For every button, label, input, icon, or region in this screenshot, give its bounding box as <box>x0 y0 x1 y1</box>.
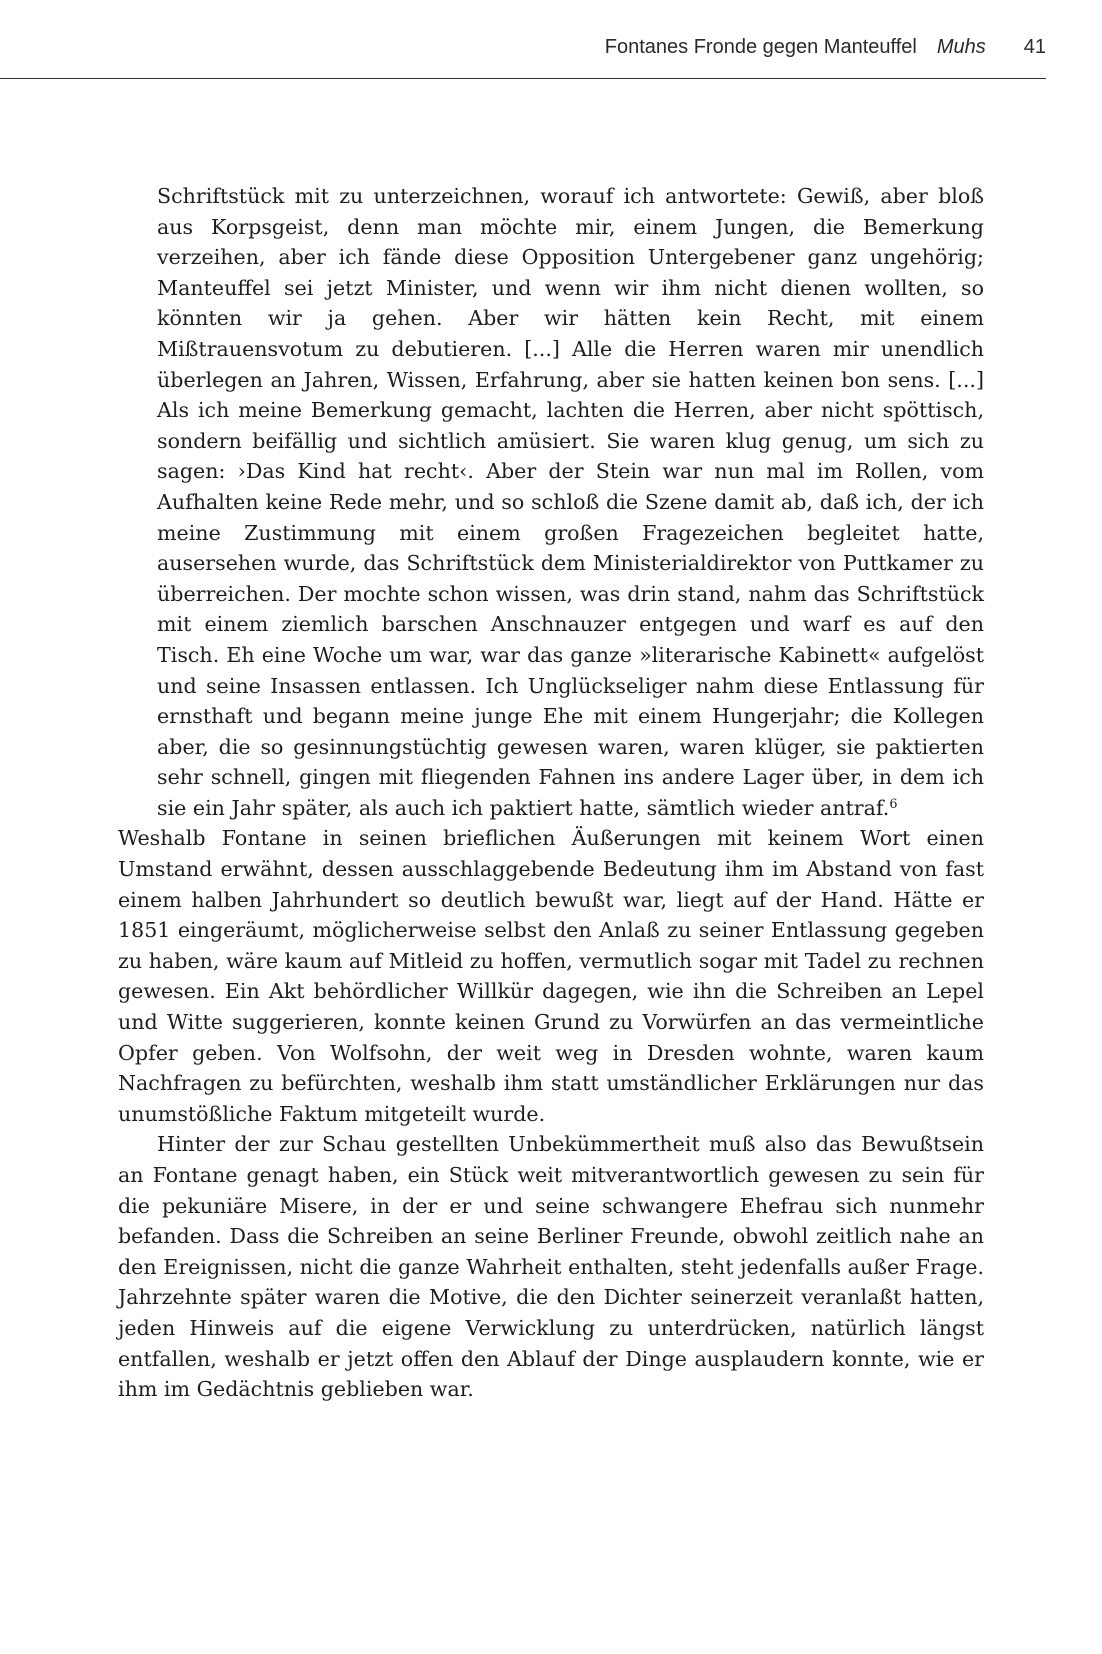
paragraph: Hinter der zur Schau gestellten Unbekümmertheit muß also das Bewußtsein an Fontane genagt haben, ein Stück weit mitverantwortlich gewesen zu sein für die pekuniäre Misere, in der er und seine schwangere Ehefrau sich nunmehr befanden. Dass die Schreiben an seine Berliner Freunde, obwohl zeitlich nahe an den Ereignissen, nicht die ganze Wahrheit enthalten, steht jedenfalls außer Frage. Jahrzehnte später waren die Motive, die den Dichter seinerzeit veranlaßt hatten, jeden Hinweis auf die eigene Verwicklung zu unterdrücken, natürlich längst entfallen, weshalb er jetzt offen den Ablauf der Dinge ausplaudern konnte, wie er ihm im Gedächtnis geblieben war. <box>118 1132 984 1402</box>
running-head-author: Muhs <box>936 36 986 58</box>
paragraph: Weshalb Fontane in seinen brieflichen Äußerungen mit keinem Wort einen Umstand erwähnt, dessen ausschlaggebende Bedeutung ihm im Abstand von fast einem halben Jahrhundert so deutlich bewußt war, liegt auf der Hand. Hätte er 1851 eingeräumt, möglicherweise selbst den Anlaß zu seiner Entlassung gegeben zu haben, wäre kaum auf Mitleid zu hoffen, vermutlich sogar mit Tadel zu rechnen gewesen. Ein Akt behördlicher Willkür dagegen, wie ihn die Schreiben an Lepel und Witte suggerieren, konnte keinen Grund zu Vorwürfen an das vermeintliche Opfer geben. Von Wolfsohn, der weit weg in Dresden wohnte, waren kaum Nachfragen zu befürchten, weshalb ihm statt umständlicher Erklärungen nur das unumstößliche Faktum mitgeteilt wurde. <box>118 826 984 1126</box>
block-quote-text: Schriftstück mit zu unterzeichnen, worauf ich antwortete: Gewiß, aber bloß aus Korpsgeist, denn man möchte mir, einem Jungen, die Bemerkung verzeihen, aber ich fände diese Opposition Untergebener ganz ungehörig; Manteuffel sei jetzt Minister, und wenn wir ihm nicht dienen wollten, so könnten wir ja gehen. Aber wir hätten kein Recht, mit einem Mißtrauensvotum zu debutieren. [...] Alle die Herren waren mir unendlich überlegen an Jahren, Wissen, Erfahrung, aber sie hatten keinen bon sens. [...] Als ich meine Bemerkung gemacht, lachten die Herren, aber nicht spöttisch, sondern beifällig und sichtlich amüsiert. Sie waren klug genug, um sich zu sagen: ›Das Kind hat recht‹. Aber der Stein war nun mal im Rollen, vom Aufhalten keine Rede mehr, und so schloß die Szene damit ab, daß ich, der ich meine Zustimmung mit einem großen Fragezeichen begleitet hatte, ausersehen wurde, das Schriftstück dem Ministerialdirektor von Puttkamer zu überreichen. Der mochte schon wissen, was drin stand, nahm das Schriftstück mit einem ziemlich barschen Anschnauzer entgegen und warf es auf den Tisch. Eh eine Woche um war, war das ganze »literarische Kabinett« aufgelöst und seine Insassen entlassen. Ich Unglückseliger nahm diese Entlassung für ernsthaft und begann meine junge Ehe mit einem Hungerjahr; die Kollegen aber, die so gesinnungstüchtig gewesen waren, waren klüger, sie paktierten sehr schnell, gingen mit fliegenden Fahnen ins andere Lager über, in dem ich sie ein Jahr später, als auch ich paktiert hatte, sämtlich wieder antraf. <box>157 184 984 820</box>
running-head <box>0 36 1046 59</box>
footnote-reference[interactable]: 6 <box>889 796 898 812</box>
page-number: 41 <box>1023 36 1046 58</box>
running-head-title: Fontanes Fronde gegen Manteuffel <box>604 36 917 58</box>
block-quote <box>157 181 984 823</box>
header-rule <box>0 78 1046 79</box>
main-text <box>118 181 984 1405</box>
